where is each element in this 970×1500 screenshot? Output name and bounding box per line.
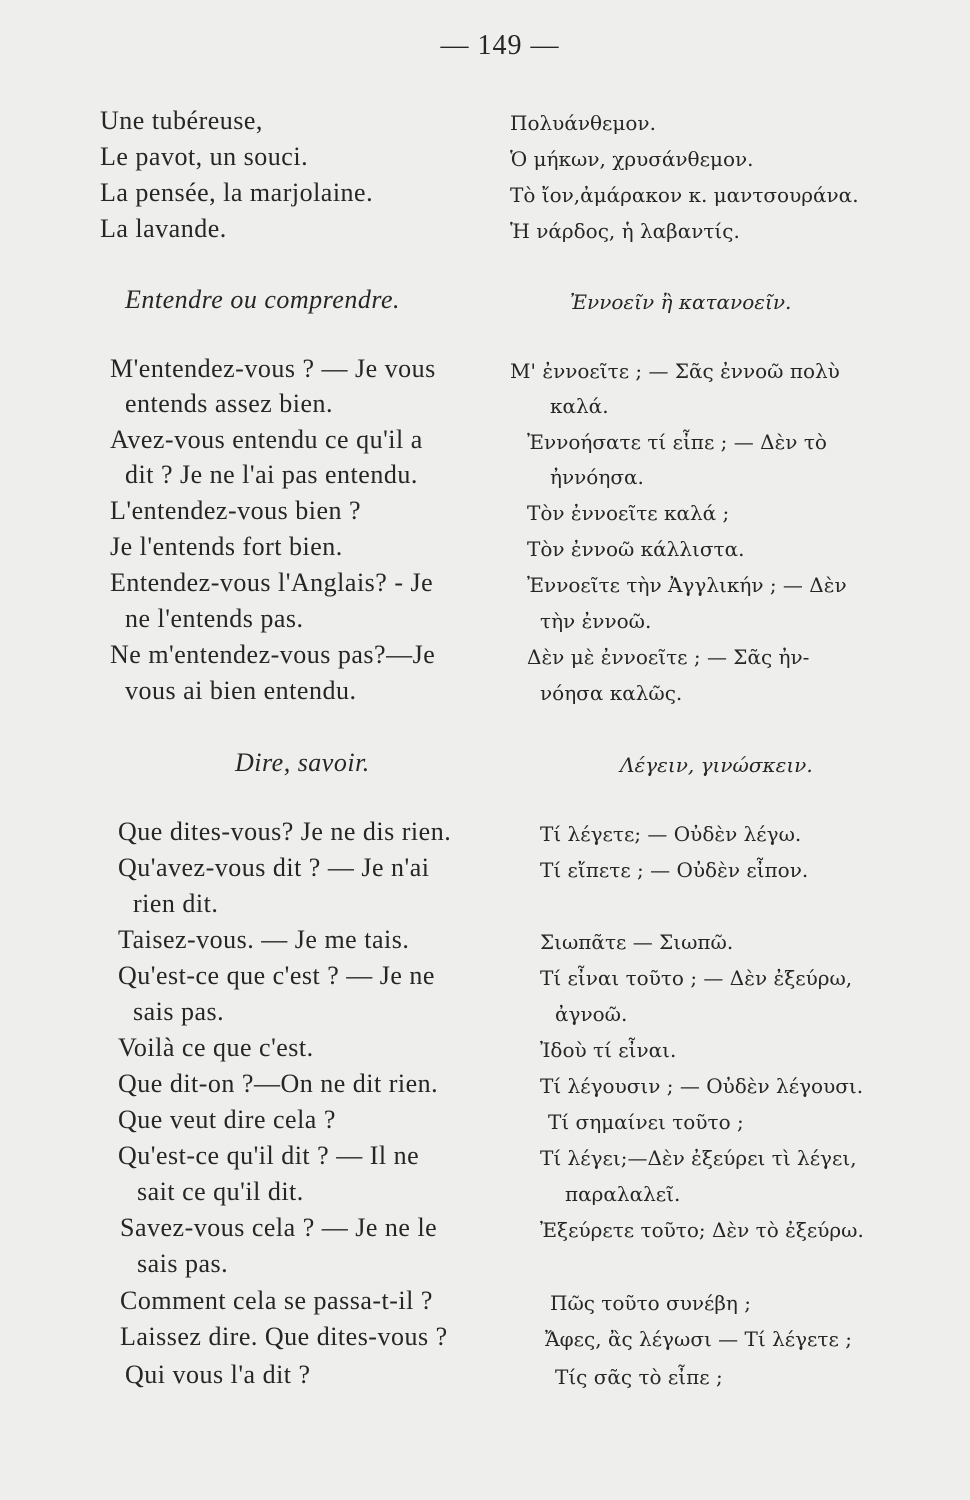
page-number: — 149 — (440, 30, 560, 61)
flower-fr-2: Le pavot, un souci. (100, 142, 309, 171)
section1-gr-9: Δὲν μὲ ἐννοεῖτε ; — Σᾶς ἠν- (527, 645, 810, 669)
flower-gr-1: Πολυάνθεμον. (510, 111, 656, 135)
section1-fr-2: entends assez bien. (125, 389, 334, 418)
section2-fr-1: Que dites-vous? Je ne dis rien. (118, 817, 452, 846)
heading-dire-gr: Λέγειν, γινώσκειν. (620, 753, 813, 777)
section1-gr-8: τὴν ἐννοῶ. (540, 609, 652, 633)
section1-fr-6: Je l'entends fort bien. (110, 532, 343, 561)
section2-gr-15: Ἄφες, ἂς λέγωσι — Τί λέγετε ; (545, 1327, 852, 1351)
section1-fr-5: L'entendez-vous bien ? (110, 496, 362, 525)
section1-fr-10: vous ai bien entendu. (125, 676, 357, 705)
section1-gr-1: Μ' ἐννοεῖτε ; — Σᾶς ἐννοῶ πολὺ (510, 359, 840, 383)
flower-gr-3: Τὸ ἴον,ἀμάρακον κ. μαντσουράνα. (510, 183, 859, 207)
section2-fr-15: Laissez dire. Que dites-vous ? (120, 1322, 448, 1351)
section2-gr-1: Τί λέγετε; — Οὐδὲν λέγω. (540, 822, 802, 846)
heading-dire-fr: Dire, savoir. (235, 748, 370, 777)
section1-fr-7: Entendez-vous l'Anglais? - Je (110, 568, 434, 597)
section2-fr-14: Comment cela se passa-t-il ? (120, 1286, 433, 1315)
section1-fr-9: Ne m'entendez-vous pas?—Je (110, 640, 436, 669)
section2-gr-6: ἀγνοῶ. (555, 1002, 628, 1026)
section2-gr-7: Ἰδοὺ τί εἶναι. (540, 1038, 677, 1062)
section1-gr-2: καλά. (550, 394, 609, 418)
section2-fr-16: Qui vous l'a dit ? (125, 1360, 311, 1389)
section1-gr-7: Ἐννοεῖτε τὴν Ἀγγλικήν ; — Δὲν (527, 573, 847, 597)
section2-fr-2: Qu'avez-vous dit ? — Je n'ai (118, 853, 430, 882)
section2-fr-10: Qu'est-ce qu'il dit ? — Il ne (118, 1141, 420, 1170)
section2-fr-12: Savez-vous cela ? — Je ne le (120, 1213, 438, 1242)
section2-gr-2: Τί εἴπετε ; — Οὐδὲν εἶπον. (540, 858, 809, 882)
section2-gr-16: Τίς σᾶς τὸ εἶπε ; (555, 1365, 723, 1389)
section2-gr-11: παραλαλεῖ. (565, 1182, 681, 1206)
section2-gr-8: Τί λέγουσιν ; — Οὐδὲν λέγουσι. (540, 1074, 864, 1098)
section2-gr-12: Ἐξεύρετε τοῦτο; Δὲν τὸ ἐξεύρω. (540, 1218, 864, 1242)
section2-gr-10: Τί λέγει;—Δὲν ἐξεύρει τὶ λέγει, (540, 1146, 857, 1170)
section1-gr-4: ἠννόησα. (550, 465, 644, 489)
section2-fr-4: Taisez-vous. — Je me tais. (118, 925, 410, 954)
section2-gr-4: Σιωπᾶτε — Σιωπῶ. (540, 930, 734, 954)
section1-gr-5: Τὸν ἐννοεῖτε καλά ; (527, 501, 730, 525)
flower-gr-2: Ὁ μήκων, χρυσάνθεμον. (510, 147, 754, 171)
section2-fr-3: rien dit. (133, 889, 219, 918)
heading-entendre-fr: Entendre ou comprendre. (125, 285, 401, 314)
section1-fr-4: dit ? Je ne l'ai pas entendu. (125, 460, 418, 489)
section2-gr-14: Πῶς τοῦτο συνέβη ; (550, 1291, 752, 1315)
section2-fr-5: Qu'est-ce que c'est ? — Je ne (118, 961, 435, 990)
flower-gr-4: Ἡ νάρδος, ἡ λαβαντίς. (510, 219, 740, 243)
heading-entendre-gr: Ἐννοεῖν ἢ κατανοεῖν. (570, 290, 792, 314)
section1-fr-3: Avez-vous entendu ce qu'il a (110, 425, 423, 454)
section2-gr-5: Τί εἶναι τοῦτο ; — Δὲν ἐξεύρω, (540, 966, 853, 990)
flower-fr-3: La pensée, la marjolaine. (100, 178, 374, 207)
section2-fr-9: Que veut dire cela ? (118, 1105, 336, 1134)
section1-fr-1: M'entendez-vous ? — Je vous (110, 354, 436, 383)
section2-fr-13: sais pas. (137, 1249, 229, 1278)
section2-fr-7: Voilà ce que c'est. (118, 1033, 314, 1062)
section1-gr-10: νόησα καλῶς. (540, 681, 683, 705)
section2-gr-9: Τί σημαίνει τοῦτο ; (548, 1110, 744, 1134)
section2-fr-6: sais pas. (133, 997, 225, 1026)
section2-fr-8: Que dit-on ?—On ne dit rien. (118, 1069, 439, 1098)
flower-fr-4: La lavande. (100, 214, 227, 243)
section1-gr-6: Τὸν ἐννοῶ κάλλιστα. (527, 537, 745, 561)
section1-gr-3: Ἐννοήσατε τί εἶπε ; — Δὲν τὸ (527, 430, 827, 454)
section2-fr-11: sait ce qu'il dit. (137, 1177, 304, 1206)
flower-fr-1: Une tubéreuse, (100, 106, 263, 135)
section1-fr-8: ne l'entends pas. (125, 604, 304, 633)
